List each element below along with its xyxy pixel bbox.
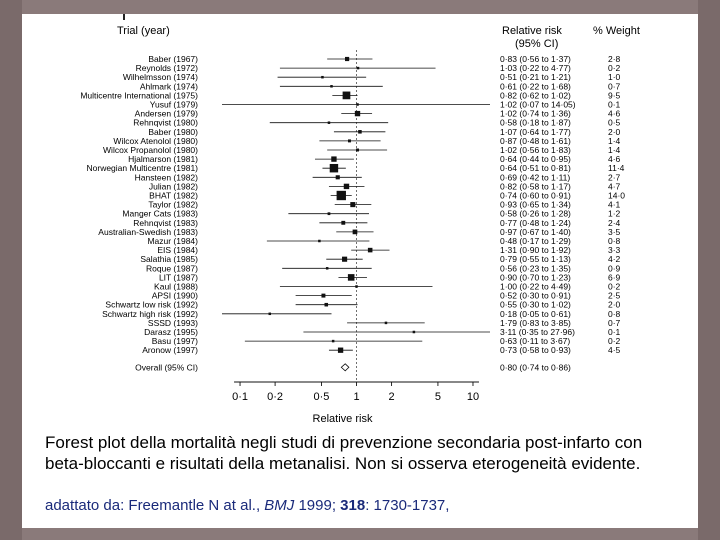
caption-text: Forest plot della mortalità negli studi di prevenzione secondaria post-infarto con beta-bloccanti e risultati della metanalisi. Non si osserva eterogeneità evidente.	[45, 433, 643, 473]
trial-label: Basu (1997)	[151, 336, 198, 347]
rr-ci-value: 3·11 (0·35 to 27·96)	[500, 327, 575, 337]
point-estimate-square	[348, 139, 351, 142]
weight-value: 9·5	[608, 90, 621, 101]
trial-label: SSSD (1993)	[147, 317, 198, 328]
weight-value: 14·0	[608, 190, 626, 201]
weight-value: 1·2	[608, 208, 621, 219]
point-estimate-square	[330, 164, 338, 172]
rr-ci-value: 1·07 (0·64 to 1·77)	[500, 126, 571, 137]
point-estimate-square	[353, 230, 358, 235]
rr-ci-value: 1·03 (0·22 to 4·77)	[500, 63, 571, 74]
trial-label: Rehnqvist (1980)	[133, 117, 198, 128]
source-journal: BMJ	[264, 497, 295, 514]
trial-label: Yusuf (1979)	[149, 99, 198, 110]
rr-ci-value: 0·83 (0·56 to 1·37)	[500, 54, 571, 64]
rr-ci-value: 1·02 (0·74 to 1·36)	[500, 108, 571, 119]
point-estimate-square	[321, 76, 324, 79]
x-tick-label: 2	[388, 391, 395, 403]
trial-label: Rehnqvist (1983)	[133, 217, 198, 228]
weight-value: 6·9	[608, 272, 621, 283]
trial-label: Salathia (1985)	[140, 254, 198, 265]
rr-ci-value: 0·93 (0·65 to 1·34)	[500, 199, 571, 210]
rr-ci-value: 0·51 (0·21 to 1·21)	[500, 72, 571, 83]
point-estimate-square	[348, 274, 355, 281]
trial-label: Ahlmark (1974)	[139, 81, 198, 92]
weight-value: 1·0	[608, 72, 621, 83]
weight-value: 0·2	[608, 281, 621, 292]
weight-value: 0·9	[608, 263, 621, 274]
overall-diamond	[341, 364, 349, 371]
point-estimate-square	[325, 303, 329, 307]
rr-ci-value: 0·55 (0·30 to 1·02)	[500, 299, 571, 310]
weight-value: 4·6	[608, 154, 621, 165]
trial-label: Mazur (1984)	[147, 236, 198, 246]
weight-value: 2·8	[608, 54, 621, 64]
point-estimate-square	[331, 156, 336, 161]
trial-label: Schwartz high risk (1992)	[102, 308, 198, 319]
point-estimate-square	[355, 285, 358, 288]
x-axis-title: Relative risk	[312, 413, 373, 425]
point-estimate-square	[355, 111, 360, 116]
weight-value: 0·7	[608, 81, 621, 92]
trial-label: Baber (1967)	[148, 54, 198, 64]
rr-ci-value: 0·90 (0·70 to 1·23)	[500, 272, 571, 283]
weight-value: 1·4	[608, 145, 621, 155]
trial-label: Multicentre International (1975)	[80, 90, 198, 101]
weight-value: 4·2	[608, 254, 621, 265]
weight-value: 4·1	[608, 199, 621, 210]
rr-ci-value: 0·69 (0·42 to 1·11)	[500, 172, 571, 183]
weight-value: 0·1	[608, 327, 621, 337]
rr-ci-value: 0·87 (0·48 to 1·61)	[500, 135, 571, 146]
rr-ci-value: 0·64 (0·44 to 0·95)	[500, 154, 571, 165]
weight-value: 0·5	[608, 117, 621, 128]
frame-left-border	[0, 0, 22, 540]
forest-plot	[22, 14, 698, 425]
trial-label: Manger Cats (1983)	[122, 208, 198, 219]
weight-value: 0·2	[608, 336, 621, 347]
trial-label: Baber (1980)	[148, 126, 198, 137]
weight-value: 0·8	[608, 308, 621, 319]
rr-ci-value: 1·79 (0·83 to 3·85)	[500, 317, 571, 328]
trial-label: APSI (1990)	[151, 290, 198, 301]
point-estimate-square	[357, 67, 360, 70]
trial-label: LIT (1987)	[158, 272, 198, 283]
rr-ci-value: 0·52 (0·30 to 0·91)	[500, 290, 571, 301]
trial-label: Roque (1987)	[146, 263, 198, 274]
trial-label: Andersen (1979)	[134, 108, 198, 119]
trial-label: Wilcox Propanolol (1980)	[103, 145, 198, 155]
point-estimate-square	[350, 202, 355, 207]
point-estimate-square	[269, 313, 272, 316]
rr-ci-value: 0·73 (0·58 to 0·93)	[500, 345, 571, 356]
point-estimate-square	[321, 294, 325, 298]
trial-label: Aronow (1997)	[142, 345, 198, 356]
trial-label: BHAT (1982)	[149, 190, 198, 201]
source-year: 1999;	[294, 497, 341, 514]
frame-right-border	[698, 0, 720, 540]
x-tick-label: 0·5	[313, 391, 330, 403]
trial-label: Kaul (1988)	[154, 281, 198, 292]
weight-value: 4·6	[608, 108, 621, 119]
header-weight: % Weight	[593, 25, 640, 37]
weight-value: 2·4	[608, 217, 621, 228]
rr-ci-value: 0·64 (0·51 to 0·81)	[500, 163, 571, 174]
overall-rr-ci-value: 0·80 (0·74 to 0·86)	[500, 362, 571, 373]
trial-label: Wilcox Atenolol (1980)	[113, 135, 198, 146]
point-estimate-square	[337, 191, 346, 200]
x-tick-label: 0·1	[232, 391, 248, 403]
source-citation	[45, 497, 685, 514]
weight-value: 11·4	[608, 163, 625, 174]
trial-label: Norwegian Multicentre (1981)	[86, 163, 198, 174]
rr-ci-value: 1·02 (0·07 to 14·05)	[500, 99, 576, 110]
point-estimate-square	[356, 149, 359, 152]
overall-label: Overall (95% CI)	[135, 362, 198, 373]
rr-ci-value: 0·58 (0·18 to 1·87)	[500, 117, 571, 128]
weight-value: 0·8	[608, 236, 621, 246]
trial-label: Schwartz low risk (1992)	[105, 299, 198, 310]
weight-value: 4·7	[608, 181, 621, 192]
point-estimate-square	[344, 184, 349, 189]
rr-ci-value: 0·97 (0·67 to 1·40)	[500, 226, 571, 237]
source-volume: 318	[340, 497, 366, 514]
point-estimate-square	[328, 212, 331, 215]
trial-label: Darasz (1995)	[144, 327, 198, 337]
point-estimate-square	[332, 340, 335, 343]
trial-label: Julian (1982)	[148, 181, 198, 192]
point-estimate-square	[330, 85, 333, 88]
rr-ci-value: 0·61 (0·22 to 1·68)	[500, 81, 571, 92]
weight-value: 0·2	[608, 63, 621, 74]
rr-ci-value: 0·48 (0·17 to 1·29)	[500, 236, 571, 246]
weight-value: 4·5	[608, 345, 621, 356]
rr-ci-value: 1·02 (0·56 to 1·83)	[500, 145, 571, 155]
trial-label: Taylor (1982)	[148, 199, 198, 210]
trial-label: EIS (1984)	[157, 245, 198, 256]
source-prefix: adattato da: Freemantle N at al.,	[45, 497, 265, 514]
header-relative-risk: Relative risk	[502, 25, 562, 37]
point-estimate-square	[318, 240, 321, 243]
weight-value: 2·7	[608, 172, 621, 183]
weight-value: 3·5	[608, 226, 621, 237]
frame-bottom-border	[0, 528, 720, 540]
rr-ci-value: 0·56 (0·23 to 1·35)	[500, 263, 571, 274]
point-estimate-square	[345, 57, 349, 61]
weight-value: 0·7	[608, 317, 621, 328]
rr-ci-value: 0·82 (0·58 to 1·17)	[500, 181, 571, 192]
point-estimate-square	[413, 331, 416, 334]
rr-ci-value: 0·63 (0·11 to 3·67)	[500, 336, 571, 347]
weight-value: 1·4	[608, 135, 621, 146]
trial-label: Wilhelmsson (1974)	[122, 72, 198, 83]
point-estimate-square	[356, 103, 359, 106]
weight-value: 2·5	[608, 290, 621, 301]
rr-ci-value: 0·74 (0·60 to 0·91)	[500, 190, 571, 201]
point-estimate-square	[368, 248, 373, 253]
weight-value: 3·3	[608, 245, 621, 256]
rr-ci-value: 0·77 (0·48 to 1·24)	[500, 217, 571, 228]
point-estimate-square	[336, 175, 340, 179]
weight-value: 2·0	[608, 126, 621, 137]
point-estimate-square	[342, 257, 347, 262]
x-tick-label: 1	[353, 391, 360, 403]
trial-label: Hansteen (1982)	[134, 172, 198, 183]
point-estimate-square	[338, 348, 343, 353]
header-ci: (95% CI)	[515, 38, 559, 50]
point-estimate-square	[385, 322, 388, 325]
x-tick-label: 0·2	[267, 391, 284, 403]
trial-label: Australian-Swedish (1983)	[98, 226, 198, 237]
rr-ci-value: 1·00 (0·22 to 4·49)	[500, 281, 571, 292]
rr-ci-value: 0·79 (0·55 to 1·13)	[500, 254, 571, 265]
point-estimate-square	[343, 92, 351, 100]
point-estimate-square	[358, 130, 362, 134]
rr-ci-value: 0·18 (0·05 to 0·61)	[500, 308, 571, 319]
point-estimate-square	[326, 267, 329, 270]
point-estimate-square	[328, 121, 331, 124]
weight-value: 2·0	[608, 299, 621, 310]
rr-ci-value: 1·31 (0·90 to 1·92)	[500, 245, 571, 256]
trial-label: Reynolds (1972)	[135, 63, 198, 74]
frame-top-border	[0, 0, 720, 14]
rr-ci-value: 0·58 (0·26 to 1·28)	[500, 208, 571, 219]
point-estimate-square	[341, 221, 345, 225]
trial-label: Hjalmarson (1981)	[128, 154, 198, 165]
rr-ci-value: 0·82 (0·62 to 1·02)	[500, 90, 571, 101]
source-pages: : 1730-1737,	[365, 497, 450, 514]
x-tick-label: 10	[466, 391, 480, 403]
weight-value: 0·1	[608, 99, 621, 110]
header-trial: Trial (year)	[117, 25, 170, 37]
x-tick-label: 5	[434, 391, 441, 403]
